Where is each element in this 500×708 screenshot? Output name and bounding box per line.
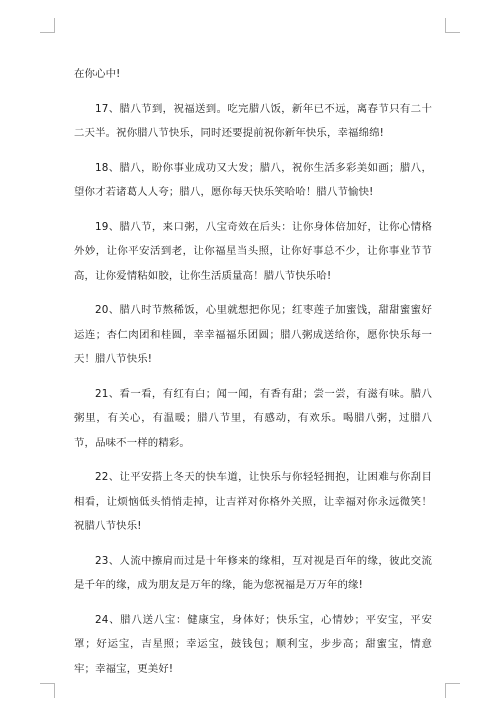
paragraph-17: 17、腊八节到，祝福送到。吃完腊八饭，新年已不远，离春节只有二十二天半。祝你腊八节快乐，同时还要提前祝你新年快乐，幸福绵绵!	[74, 102, 432, 139]
crop-mark-bottom-right	[445, 683, 460, 698]
paragraph-21: 21、看一看，有红有白；闻一闻，有香有甜；尝一尝，有滋有味。腊八粥里，有关心，有温暖；腊八节里，有感动，有欢乐。喝腊八粥，过腊八节，品味不一样的精彩。	[74, 387, 432, 449]
document-body	[74, 62, 432, 691]
paragraph-23: 23、人流中擦肩而过是十年修来的缘相，互对视是百年的缘，彼此交流是千年的缘，成为朋友是万年的缘，能为您祝福是万万年的缘!	[74, 554, 432, 591]
paragraph-18: 18、腊八，盼你事业成功又大发；腊八，祝你生活多彩美如画；腊八，望你才若诸葛人人夸；腊八，愿你每天快乐笑哈哈！腊八节愉快!	[74, 161, 432, 198]
paragraph-20: 20、腊八时节熬稀饭，心里就想把你见；红枣莲子加蜜饯，甜甜蜜蜜好运连；杏仁肉团和桂圆，幸幸福福乐团圆；腊八粥成送给你，愿你快乐每一天！腊八节快乐!	[74, 304, 432, 365]
paragraph-continuation: 在你心中!	[74, 68, 121, 80]
crop-mark-top-left	[40, 18, 55, 33]
crop-mark-bottom-left	[40, 683, 55, 698]
paragraph-22: 22、让平安搭上冬天的快车道，让快乐与你轻轻拥抱，让困难与你刮目相看，让烦恼低头悄悄走掉，让吉祥对你格外关照，让幸福对你永远微笑！祝腊八节快乐!	[74, 471, 432, 532]
paragraph-24: 24、腊八送八宝：健康宝，身体好；快乐宝，心情妙；平安宝，平安罩；好运宝，吉星照；幸运宝，鼓钱包；顺利宝，步步高；甜蜜宝，情意牢；幸福宝，更美好!	[74, 613, 432, 675]
crop-mark-top-right	[445, 18, 460, 33]
paragraph-19: 19、腊八节，来口粥，八宝奇效在后头：让你身体倍加好，让你心情格外妙，让你平安活到老，让你福星当头照，让你好事总不少，让你事业节节高，让你爱情粘如胶，让你生活质量高！腊八节快乐哈!	[74, 220, 432, 282]
